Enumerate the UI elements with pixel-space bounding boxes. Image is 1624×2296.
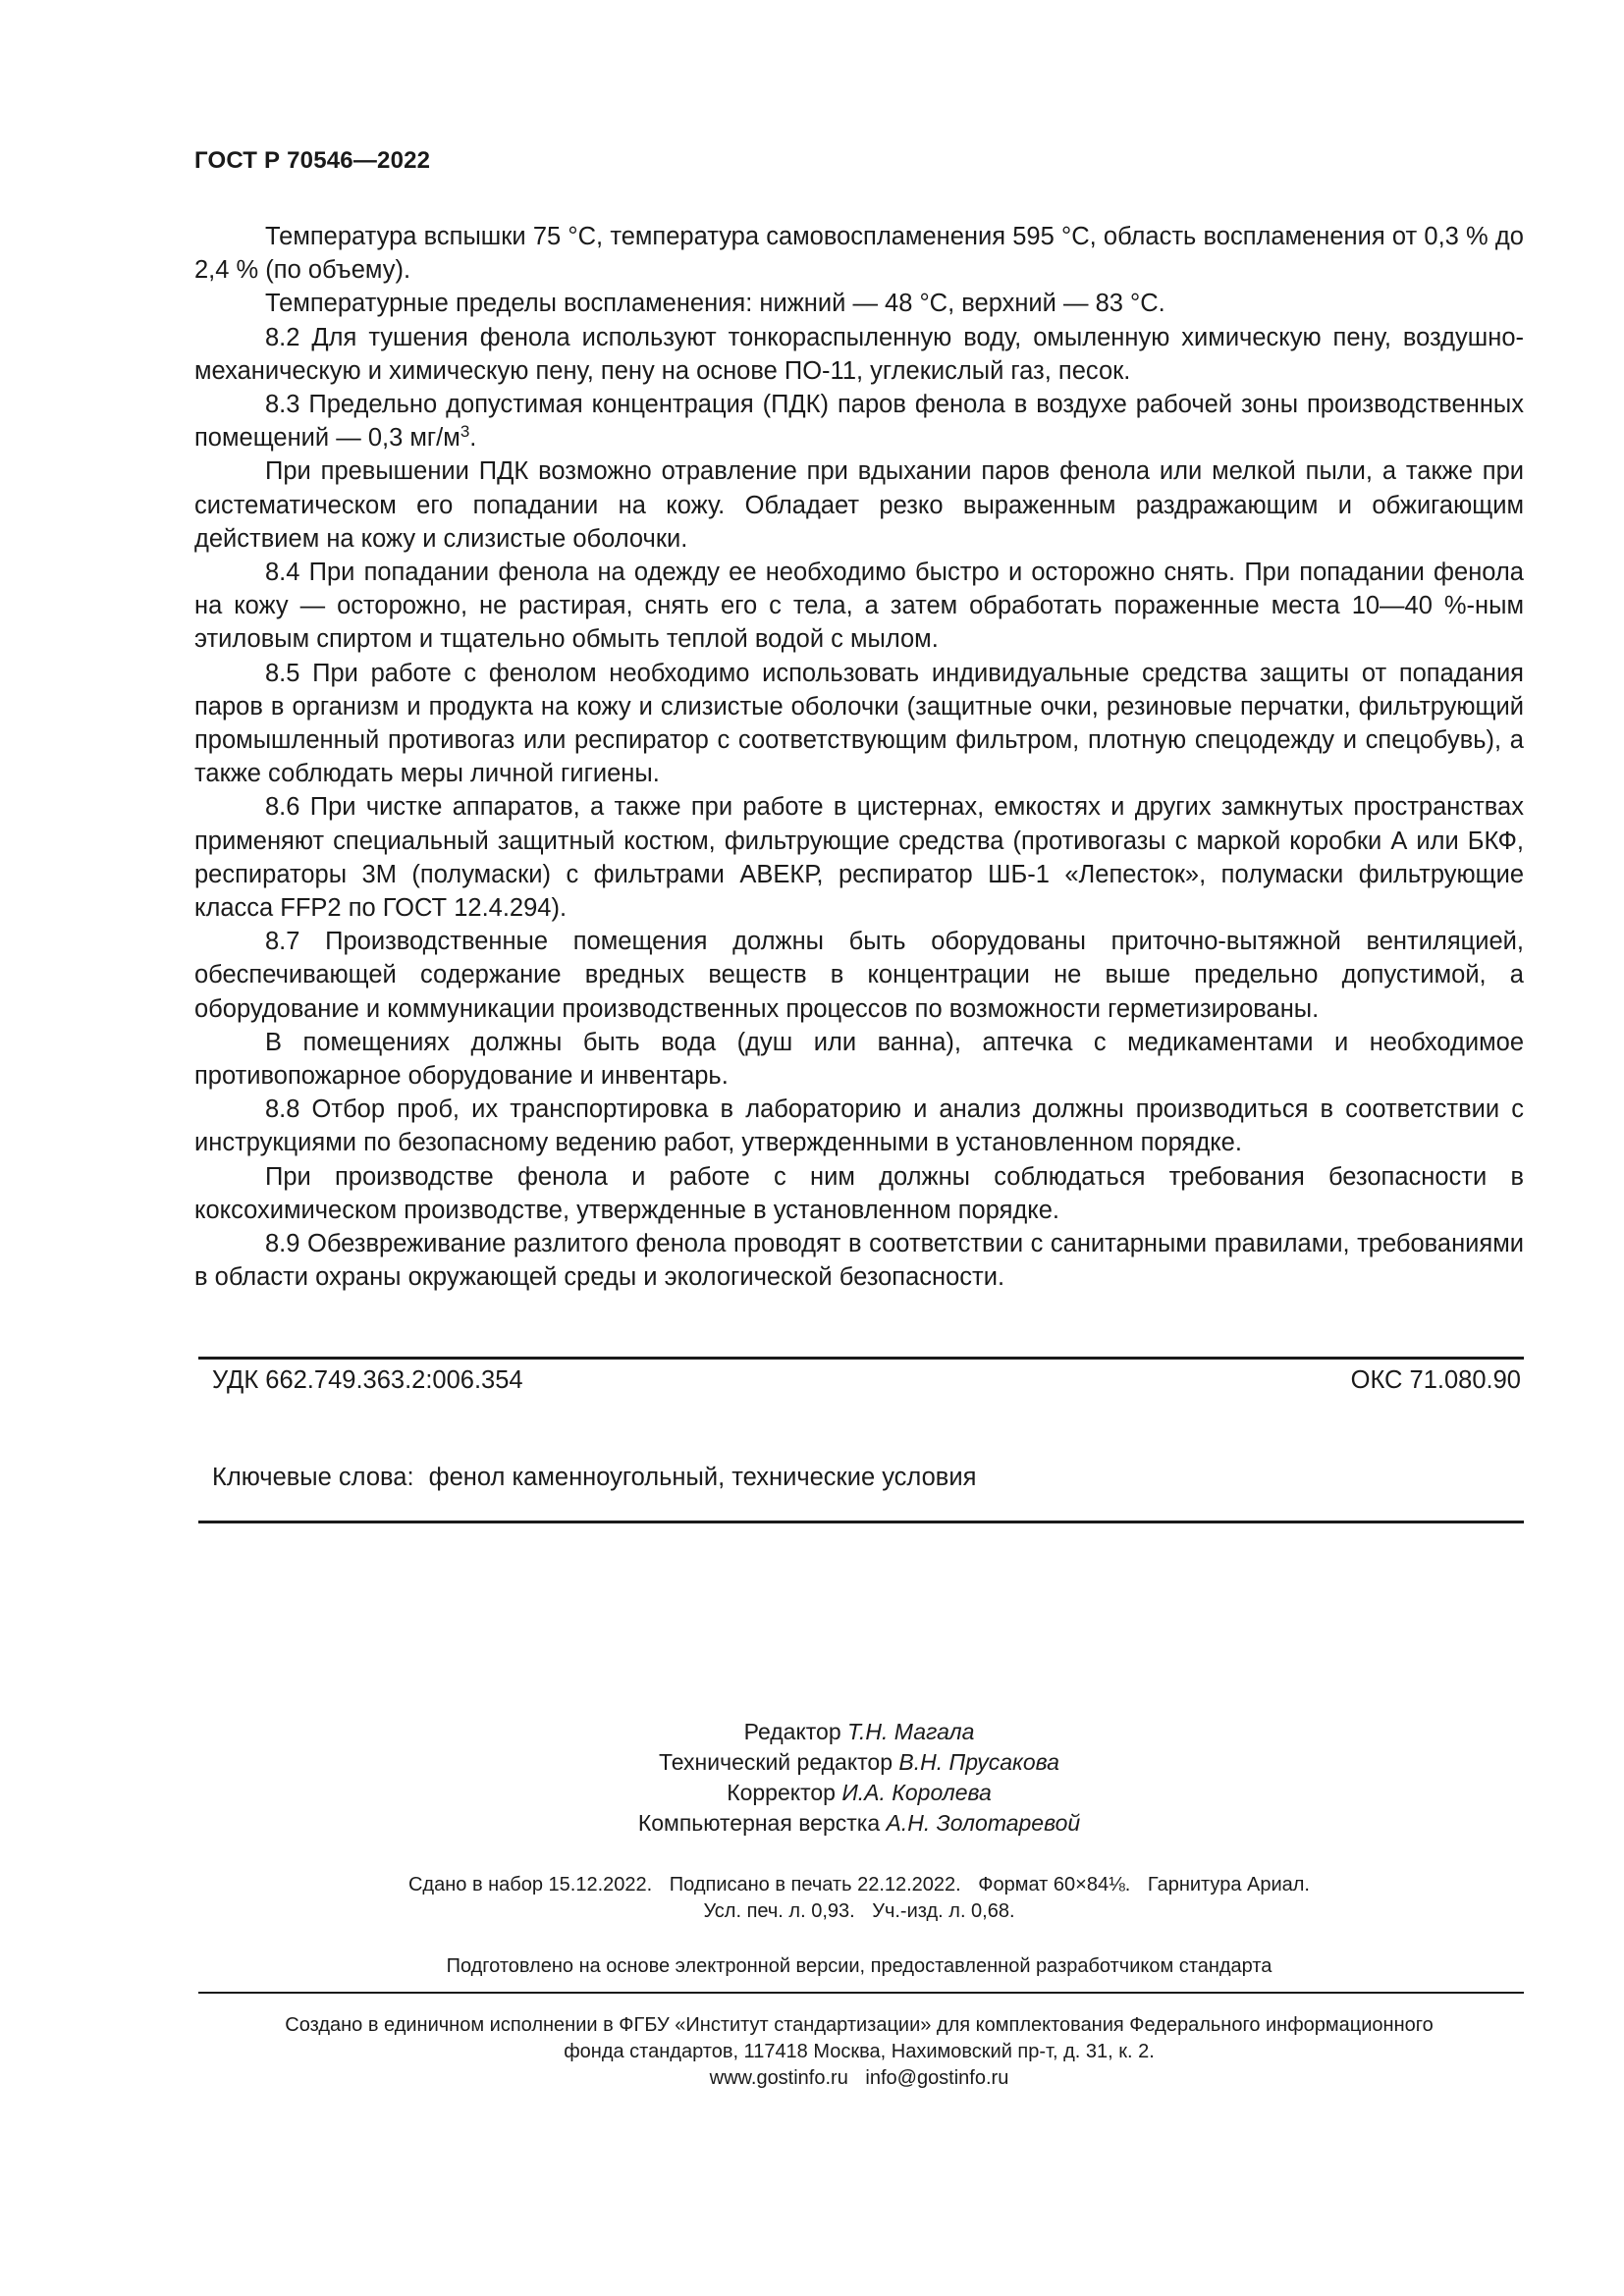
publisher-line2: фонда стандартов, 117418 Москва, Нахимовский пр-т, д. 31, к. 2. xyxy=(564,2041,1155,2062)
divider-keywords xyxy=(198,1521,1524,1523)
publishing-sheets: Уч.-изд. л. 0,68. xyxy=(872,1900,1015,1922)
publisher-contacts xyxy=(194,2065,1524,2092)
publisher-info xyxy=(194,2012,1524,2092)
signed-date: Подписано в печать 22.12.2022. xyxy=(669,1874,961,1896)
oks-code: ОКС 71.080.90 xyxy=(1350,1366,1521,1394)
keywords-label: Ключевые слова: xyxy=(212,1464,414,1491)
editorial-credits xyxy=(194,1717,1524,1839)
paragraph-ignition-limits: Температурные пределы воспламенения: нижний — 48 °C, верхний — 83 °C. xyxy=(265,290,1165,318)
pdk-end: . xyxy=(469,424,477,453)
credit-tech-editor: Технический редактор В.Н. Прусакова xyxy=(659,1749,1059,1775)
paragraph-8-9: 8.9 Обезвреживание разлитого фенола проводят в соответствии с санитарными правилами, требованиями в области охраны окружающей среды и экологической безопасности. xyxy=(194,1230,1524,1292)
keywords-line xyxy=(212,1464,976,1492)
publisher-line1: Создано в единичном исполнении в ФГБУ «Институт стандартизации» для комплектования Федерального информационного xyxy=(285,2014,1434,2036)
paper-format: Формат 60×84⅛. xyxy=(978,1874,1131,1896)
paragraph-pdk-exceed: При превышении ПДК возможно отравление при вдыхании паров фенола или мелкой пыли, а также при систематическом его попадании на кожу. Обладает резко выраженным раздражающим и обжигающим действием на кожу и слизистые оболочки. xyxy=(194,457,1524,553)
paragraph-8-8: 8.8 Отбор проб, их транспортировка в лабораторию и анализ должны производиться в соответствии с инструкциями по безопасному ведению работ, утвержденными в установленном порядке. xyxy=(194,1095,1524,1157)
credit-layout: Компьютерная верстка А.Н. Золотаревой xyxy=(637,1810,1081,1836)
document-code-header: ГОСТ Р 70546—2022 xyxy=(194,147,431,174)
paragraph-8-4: 8.4 При попадании фенола на одежду ее необходимо быстро и осторожно снять. При попадании фенола на кожу — осторожно, не растирая, снять его с тела, а затем обработать пораженные места 10—40 %-ным этиловым спиртом и тщательно обмыть теплой водой с мылом. xyxy=(194,559,1524,654)
paragraph-8-7: 8.7 Производственные помещения должны быть оборудованы приточно-вытяжной вентиляцией, обеспечивающей содержание вредных веществ в концентрации не выше предельно допустимой, а оборудование и коммуникации производственных процессов по возможности герметизированы. xyxy=(194,928,1524,1023)
udk-code: УДК 662.749.363.2:006.354 xyxy=(212,1366,523,1394)
pdk-superscript: 3 xyxy=(460,422,470,442)
email-link[interactable]: info@gostinfo.ru xyxy=(865,2067,1009,2089)
credit-editor: Редактор Т.Н. Магала xyxy=(743,1719,975,1744)
paragraph-8-3 xyxy=(194,388,1524,454)
typeface: Гарнитура Ариал. xyxy=(1147,1874,1310,1896)
paragraph-flash-point: Температура вспышки 75 °C, температура самовоспламенения 595 °C, область воспламенения от 0,3 % до 2,4 % (по объему). xyxy=(194,223,1524,285)
paragraph-coke-chemical: При производстве фенола и работе с ним должны соблюдаться требования безопасности в коксохимическом производстве, утвержденные в установленном порядке. xyxy=(194,1162,1524,1224)
print-imprint-line1 xyxy=(194,1872,1524,1898)
typeset-date: Сдано в набор 15.12.2022. xyxy=(407,1874,653,1896)
print-imprint-line2 xyxy=(194,1898,1524,1925)
credit-corrector: Корректор И.А. Королева xyxy=(727,1780,992,1805)
print-sheets: Усл. печ. л. 0,93. xyxy=(703,1900,855,1922)
divider-top xyxy=(198,1357,1524,1360)
print-imprint xyxy=(194,1872,1524,1925)
divider-bottom xyxy=(198,1992,1524,1994)
pdk-text: 8.3 Предельно допустимая концентрация (ПДК) паров фенола в воздухе рабочей зоны производственных помещений — 0,3 мг/м xyxy=(194,391,1524,453)
paragraph-premises: В помещениях должны быть вода (душ или ванна), аптечка с медикаментами и необходимое противопожарное оборудование и инвентарь. xyxy=(194,1028,1524,1091)
paragraph-8-2: 8.2 Для тушения фенола используют тонкораспыленную воду, омыленную химическую пену, воздушно-механическую и химическую пену, пену на основе ПО-11, углекислый газ, песок. xyxy=(194,323,1524,385)
paragraph-8-6: 8.6 При чистке аппаратов, а также при работе в цистернах, емкостях и других замкнутых пространствах применяют специальный защитный костюм, фильтрующие средства (противогазы с маркой коробки А или БКФ, респираторы 3М (полумаски) с фильтрами АВЕКР, респиратор ШБ-1 «Лепесток», полумаски фильтрующие класса FFP2 по ГОСТ 12.4.294). xyxy=(194,793,1524,923)
safety-requirements-text xyxy=(194,220,1524,1295)
keywords-value: фенол каменноугольный, технические условия xyxy=(428,1464,977,1491)
website-link[interactable]: www.gostinfo.ru xyxy=(709,2067,848,2089)
paragraph-8-5: 8.5 При работе с фенолом необходимо использовать индивидуальные средства защиты от попадания паров в организм и продукта на кожу и слизистые оболочки (защитные очки, резиновые перчатки, фильтрующий промышленный противогаз или респиратор с соответствующим фильтром, плотную спецодежду и спецобувь), а также соблюдать меры личной гигиены. xyxy=(194,659,1524,788)
prepared-note: Подготовлено на основе электронной версии, предоставленной разработчиком стандарта xyxy=(446,1955,1272,1977)
